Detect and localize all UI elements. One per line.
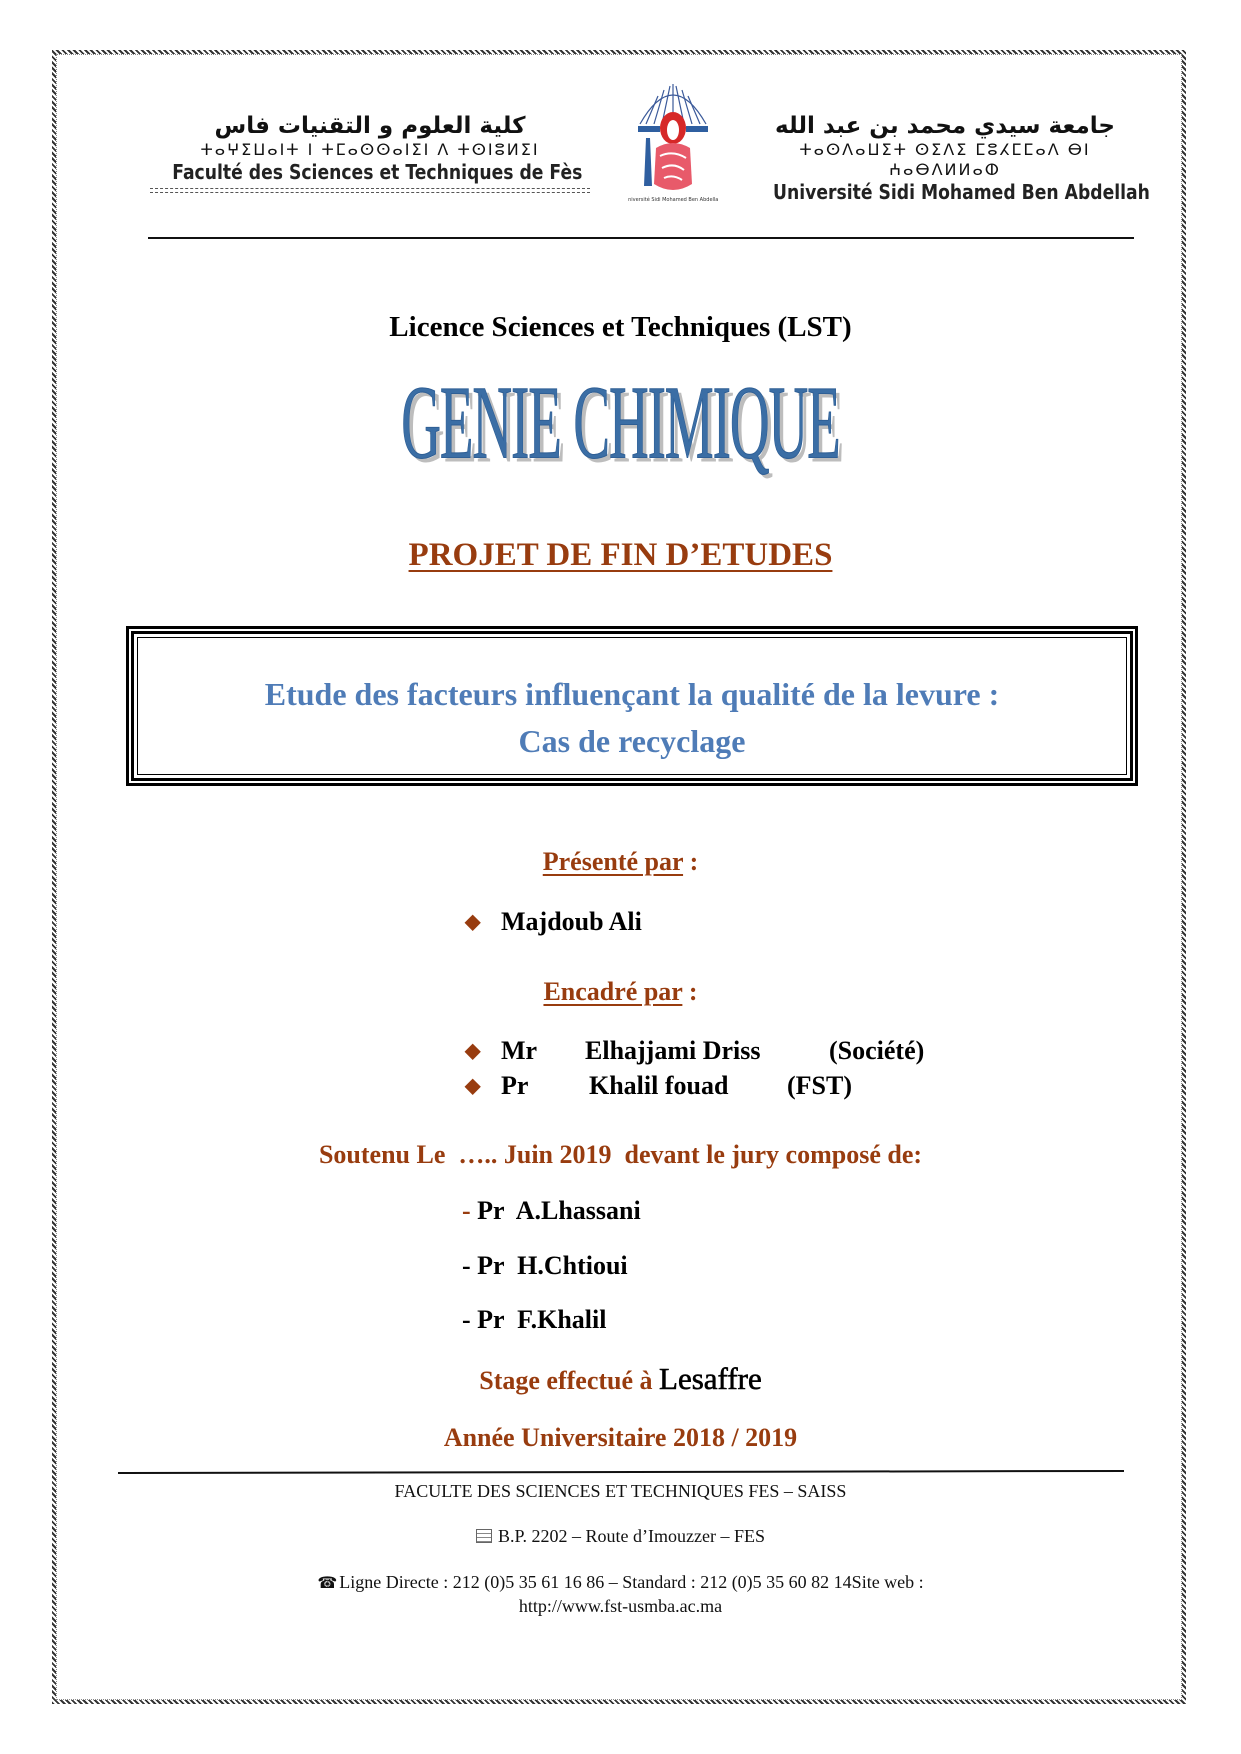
footer-address [0, 1526, 1241, 1547]
jury-member: - Pr F.Khalil [462, 1305, 607, 1334]
supervisor-affiliation: (Société) [829, 1036, 925, 1065]
jury-member: - Pr H.Chtioui [462, 1251, 628, 1280]
footer-website[interactable]: http://www.fst-usmba.ac.ma [518, 1596, 723, 1616]
university-emblem-icon [628, 76, 718, 206]
footer-contact [0, 1571, 1241, 1617]
faculty-decorative-rule [150, 188, 590, 193]
header-divider [148, 237, 1134, 239]
supervisor-title: Pr [501, 1071, 529, 1100]
supervised-by-heading: Encadré par : [543, 977, 698, 1006]
supervisor-item [465, 1071, 852, 1101]
supervisor-name: Khalil fouad [589, 1071, 729, 1100]
presented-by-heading: Présenté par : [542, 847, 699, 876]
supervisor-name: Elhajjami Driss [585, 1036, 761, 1065]
jury-name: A.Lhassani [515, 1196, 641, 1225]
defense-statement: Soutenu Le ….. Juin 2019 devant le jury composé de: [318, 1140, 923, 1169]
student-name: Majdoub Ali [501, 907, 642, 936]
faculty-name-latin: Faculté des Sciences et Techniques de Fès [172, 160, 583, 184]
supervisor-affiliation: (FST) [787, 1071, 852, 1100]
footer-address-text: B.P. 2202 – Route d’Imouzzer – FES [498, 1526, 765, 1546]
internship-company: Lesaffre [659, 1361, 762, 1396]
mail-icon [476, 1529, 492, 1543]
supervisor-item [465, 1036, 924, 1066]
jury-title: Pr [477, 1251, 505, 1280]
thesis-title-box [126, 626, 1138, 786]
thesis-title [129, 671, 1135, 765]
academic-year: Année Universitaire 2018 / 2019 [443, 1423, 798, 1452]
faculty-header [140, 112, 600, 193]
supervised-by-label: Encadré par [543, 977, 683, 1006]
svg-text:Université Sidi Mohamed Ben Ab: Université Sidi Mohamed Ben Abdellah [628, 197, 718, 203]
university-name-tifinagh: ⵜⴰⵙⴷⴰⵡⵉⵜ ⵙⵉⴷⵉ ⵎⵓⵃⵎⵎⴰⴷ ⴱⵏ ⵄⴰⴱⴷⵍⵍⴰⵀ [799, 140, 1091, 179]
presented-by-label: Présenté par [542, 847, 684, 876]
jury-name: H.Chtioui [517, 1251, 628, 1280]
jury-member: - Pr A.Lhassani [462, 1196, 641, 1225]
phone-icon: ☎ [317, 1575, 338, 1592]
jury-name: F.Khalil [517, 1305, 607, 1334]
student-item [465, 907, 642, 937]
thesis-title-line2: Cas de recyclage [518, 723, 746, 759]
department-title [0, 362, 1241, 481]
footer-phone-line: Ligne Directe : 212 (0)5 35 61 16 86 – Standard : 212 (0)5 35 60 82 14Site web : [339, 1572, 924, 1592]
document-type [0, 537, 1241, 574]
department-wordart: GENIE CHIMIQUE [401, 364, 840, 481]
page-border [52, 50, 1186, 1704]
university-header [745, 112, 1150, 204]
program-name: Licence Sciences et Techniques (LST) [389, 311, 852, 343]
diamond-bullet-icon: ◆ [465, 911, 481, 933]
internship-label: Stage effectué à [479, 1366, 660, 1395]
university-name-latin: Université Sidi Mohamed Ben Abdellah [773, 180, 1150, 204]
document-type-label: PROJET DE FIN D’ETUDES [408, 537, 833, 573]
university-name-arabic: جامعة سيدي محمد بن عبد الله [775, 113, 1115, 139]
footer-institution: FACULTE DES SCIENCES ET TECHNIQUES FES – SAISS [394, 1481, 847, 1501]
faculty-name-arabic: كلية العلوم و التقنيات فاس [214, 113, 526, 139]
jury-title: Pr [477, 1196, 505, 1225]
diamond-bullet-icon: ◆ [465, 1075, 481, 1097]
jury-title: Pr [477, 1305, 505, 1334]
internship-statement [0, 1361, 1241, 1397]
faculty-name-tifinagh: ⵜⴰⵖⵉⵡⴰⵏⵜ ⵏ ⵜⵎⴰⵙⵙⴰⵏⵉⵏ ⴷ ⵜⵙⵏⵓⵍⵉⵏ [200, 140, 540, 159]
supervisor-title: Mr [501, 1036, 538, 1065]
diamond-bullet-icon: ◆ [465, 1040, 481, 1062]
thesis-title-line1: Etude des facteurs influençant la qualité de la levure : [264, 676, 1000, 712]
